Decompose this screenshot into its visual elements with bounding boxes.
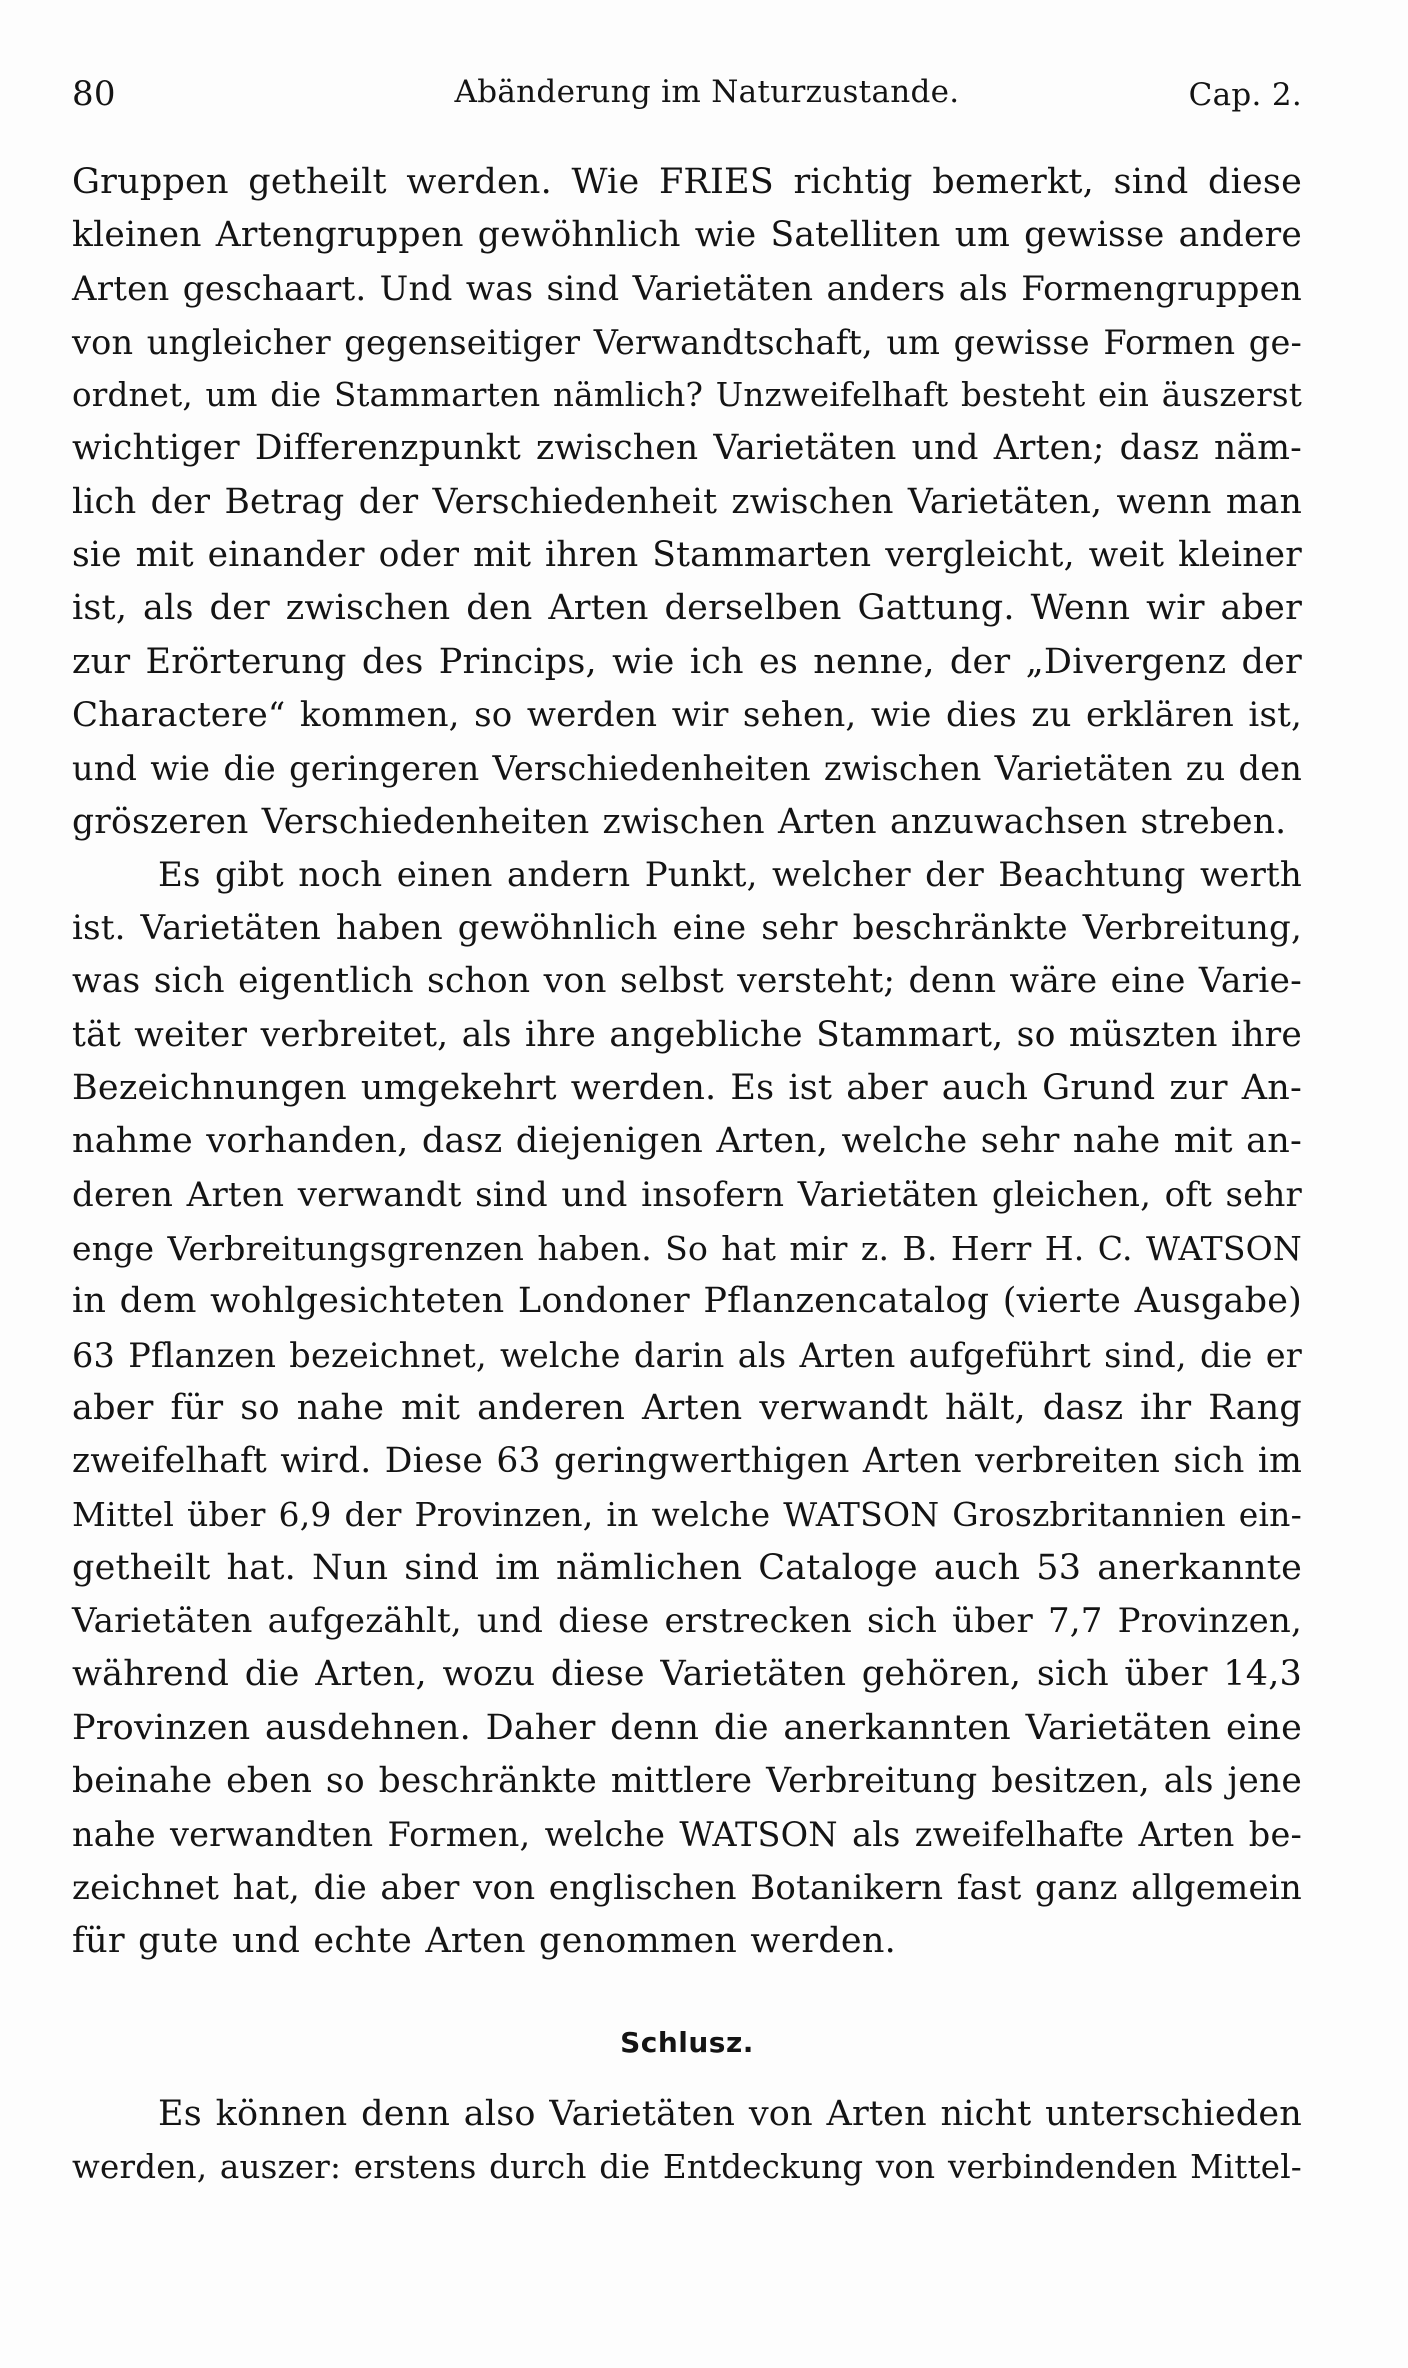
text-line: zur Erörterung des Princips, wie ich es nenne, der „Divergenz der bbox=[72, 641, 1302, 682]
chapter-reference: Cap. 2. bbox=[1188, 77, 1302, 113]
text-line: Bezeichnungen umgekehrt werden. Es ist aber auch Grund zur An- bbox=[72, 1068, 1302, 1109]
text-line: ist, als der zwischen den Arten derselben Gattung. Wenn wir aber bbox=[72, 588, 1302, 629]
text-line: Charactere“ kommen, so werden wir sehen, wie dies zu erklären ist, bbox=[72, 694, 1302, 735]
text-line: und wie die geringeren Verschiedenheiten zwischen Varietäten zu den bbox=[72, 749, 1302, 789]
text-line: Gruppen getheilt werden. Wie FRIES richtig bemerkt, sind diese bbox=[72, 162, 1302, 202]
page-number: 80 bbox=[72, 74, 116, 114]
text-line: zweifelhaft wird. Diese 63 geringwerthigen Arten verbreiten sich im bbox=[72, 1441, 1302, 1482]
text-line: 63 Pflanzen bezeichnet, welche darin als Arten aufgeführt sind, die er bbox=[72, 1335, 1302, 1375]
text-line: Provinzen ausdehnen. Daher denn die anerkannten Varietäten eine bbox=[72, 1707, 1302, 1748]
text-line: zeichnet hat, die aber von englischen Botanikern fast ganz allgemein bbox=[72, 1867, 1302, 1908]
text-line: was sich eigentlich schon von selbst versteht; denn wäre eine Varie- bbox=[72, 961, 1302, 1002]
text-line: nahme vorhanden, dasz diejenigen Arten, welche sehr nahe mit an- bbox=[72, 1121, 1302, 1162]
text-line: von ungleicher gegenseitiger Verwandtschaft, um gewisse Formen ge- bbox=[72, 322, 1302, 362]
text-line: sie mit einander oder mit ihren Stammarten vergleicht, weit kleiner bbox=[72, 535, 1302, 576]
text-line: ordnet, um die Stammarten nämlich? Unzweifelhaft besteht ein äuszerst bbox=[72, 376, 1302, 415]
text-line: getheilt hat. Nun sind im nämlichen Cataloge auch 53 anerkannte bbox=[72, 1547, 1302, 1588]
text-line: gröszeren Verschiedenheiten zwischen Arten anzuwachsen streben. bbox=[72, 801, 1287, 842]
text-line: wichtiger Differenzpunkt zwischen Varietäten und Arten; dasz näm- bbox=[72, 428, 1302, 469]
text-line: Es gibt noch einen andern Punkt, welcher der Beachtung werth bbox=[158, 854, 1302, 895]
section-text bbox=[72, 2088, 1302, 2195]
text-line: Es können denn also Varietäten von Arten nicht unterschieden bbox=[158, 2094, 1302, 2134]
text-line: werden, auszer: erstens durch die Entdeckung von verbindenden Mittel- bbox=[72, 2148, 1302, 2187]
text-line: kleinen Artengruppen gewöhnlich wie Satelliten um gewisse andere bbox=[72, 215, 1302, 256]
text-line: ist. Varietäten haben gewöhnlich eine sehr beschränkte Verbreitung, bbox=[72, 908, 1302, 949]
running-header bbox=[72, 74, 1302, 130]
text-line: enge Verbreitungsgrenzen haben. So hat mir z. B. Herr H. C. WATSON bbox=[72, 1228, 1302, 1268]
text-line: für gute und echte Arten genommen werden. bbox=[72, 1920, 896, 1961]
text-line: während die Arten, wozu diese Varietäten gehören, sich über 14,3 bbox=[72, 1654, 1302, 1695]
text-line: in dem wohlgesichteten Londoner Pflanzencatalog (vierte Ausgabe) bbox=[72, 1281, 1302, 1322]
main-text bbox=[72, 156, 1302, 1968]
text-line: nahe verwandten Formen, welche WATSON als zweifelhafte Arten be- bbox=[72, 1815, 1302, 1855]
text-line: Arten geschaart. Und was sind Varietäten anders als Formengruppen bbox=[72, 268, 1302, 309]
paragraph-2 bbox=[72, 849, 1302, 1968]
paragraph-1 bbox=[72, 156, 1302, 849]
text-line: Varietäten aufgezählt, und diese erstrecken sich über 7,7 Provinzen, bbox=[72, 1601, 1302, 1642]
text-line: tät weiter verbreitet, als ihre angebliche Stammart, so müszten ihre bbox=[72, 1014, 1302, 1055]
text-line: beinahe eben so beschränkte mittlere Verbreitung besitzen, als jene bbox=[72, 1760, 1302, 1801]
text-line: lich der Betrag der Verschiedenheit zwischen Varietäten, wenn man bbox=[72, 481, 1302, 522]
text-line: Mittel über 6,9 der Provinzen, in welche WATSON Groszbritannien ein- bbox=[72, 1495, 1302, 1535]
section-heading: Schlusz. bbox=[620, 2026, 754, 2059]
text-line: deren Arten verwandt sind und insofern Varietäten gleichen, oft sehr bbox=[72, 1174, 1302, 1215]
text-line: aber für so nahe mit anderen Arten verwandt hält, dasz ihr Rang bbox=[72, 1387, 1302, 1428]
running-title: Abänderung im Naturzustande. bbox=[454, 74, 960, 110]
